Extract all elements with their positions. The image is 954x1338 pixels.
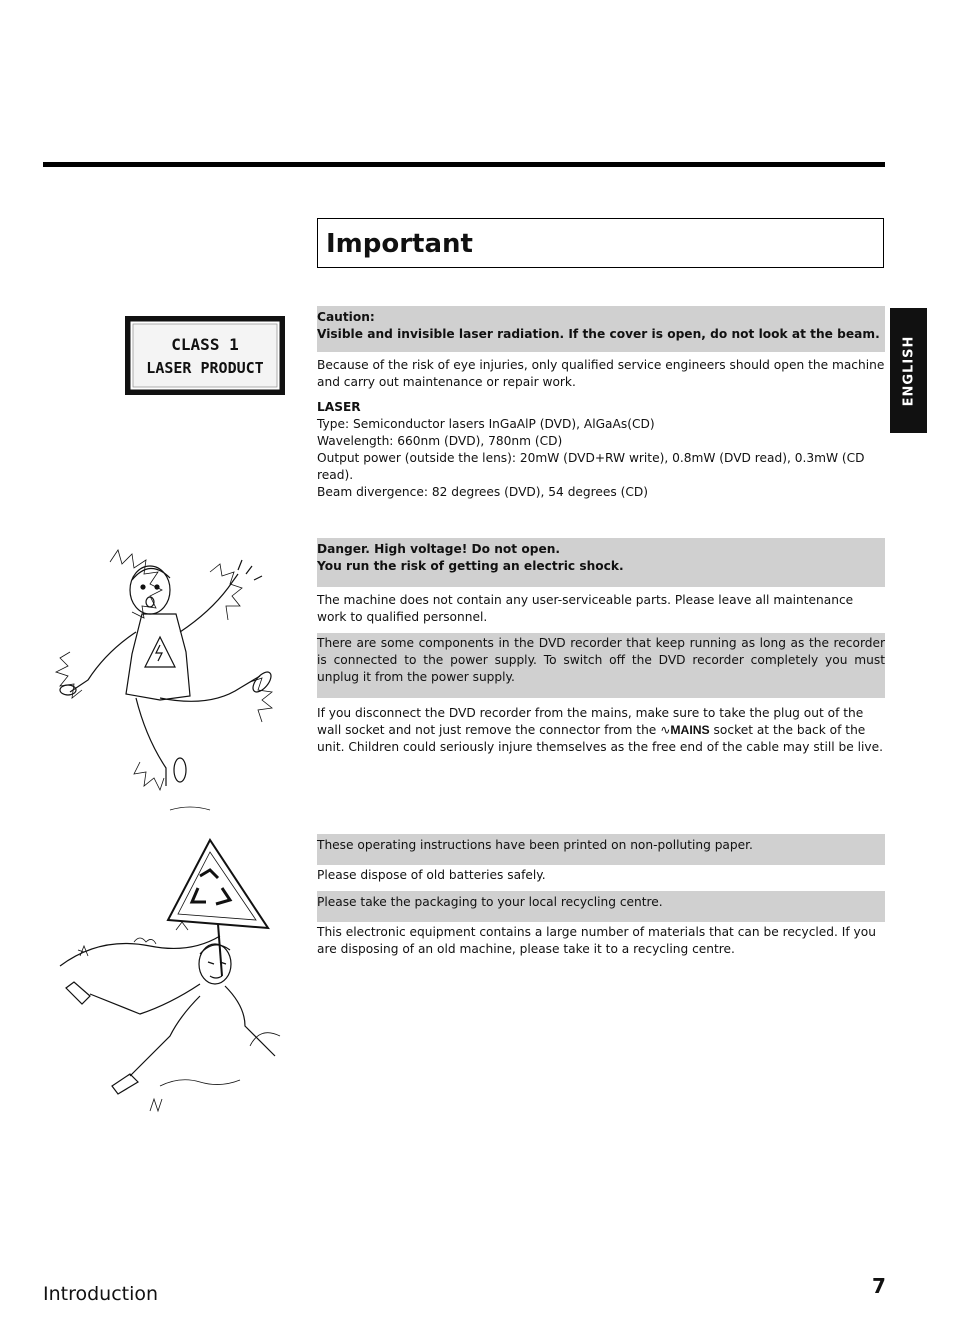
danger-body3	[317, 705, 885, 756]
laser-heading: LASER	[317, 400, 361, 414]
danger-body3-post: socket at the back of the unit. Children could seriously injure themselves as the free end of the cable may still be live.	[317, 723, 883, 754]
danger-body2-box	[317, 633, 885, 698]
caution-section	[317, 306, 885, 501]
header-rule	[43, 162, 885, 167]
danger-body3-pre: If you disconnect the DVD recorder from the mains, make sure to take the plug out of the wall socket and not just remove the connector from the	[317, 706, 864, 737]
danger-line1: Danger. High voltage! Do not open.	[317, 542, 561, 556]
env-item-1: These operating instructions have been printed on non-polluting paper.	[317, 838, 753, 852]
laser-label-line1: CLASS 1	[171, 335, 239, 354]
caution-warning: Visible and invisible laser radiation. If the cover is open, do not look at the beam.	[317, 327, 880, 341]
language-tab-label: ENGLISH	[901, 335, 916, 406]
laser-spec-type: Type: Semiconductor lasers InGaAlP (DVD), AlGaAs(CD)	[317, 417, 655, 431]
danger-body2: There are some components in the DVD recorder that keep running as long as the recorder is connected to the power supply. To switch off the DVD recorder completely you must unplug it from the power supply.	[317, 636, 885, 684]
env-item-4: This electronic equipment contains a large number of materials that can be recycled. If you are disposing of an old machine, please take it to a recycling centre.	[317, 925, 876, 956]
recycling-relaxing-man-illustration-icon	[50, 836, 290, 1121]
laser-spec-wavelength: Wavelength: 660nm (DVD), 780nm (CD)	[317, 434, 563, 448]
page-number: 7	[872, 1274, 886, 1298]
env-item-2: Please dispose of old batteries safely.	[317, 868, 546, 882]
env-box-2	[317, 891, 885, 922]
caution-box	[317, 306, 885, 352]
environment-section	[317, 834, 885, 958]
mains-label: MAINS	[670, 723, 710, 737]
mains-wave-icon: ∿	[660, 723, 671, 737]
language-tab	[890, 308, 927, 433]
caution-heading: Caution:	[317, 310, 375, 324]
title-box	[317, 218, 884, 268]
env-box-1	[317, 834, 885, 865]
page-title: Important	[326, 229, 473, 259]
danger-section	[317, 538, 885, 756]
laser-label-line2: LASER PRODUCT	[146, 359, 264, 377]
laser-spec-power: Output power (outside the lens): 20mW (DVD+RW write), 0.8mW (DVD read), 0.3mW (CD read).	[317, 451, 865, 482]
danger-body1: The machine does not contain any user-serviceable parts. Please leave all maintenance work to qualified personnel.	[317, 593, 854, 624]
section-name: Introduction	[43, 1283, 159, 1305]
caution-body: Because of the risk of eye injuries, only qualified service engineers should open the machine and carry out maintenance or repair work.	[317, 358, 885, 389]
class1-laser-label-icon	[124, 315, 286, 396]
electric-shock-illustration-icon	[50, 542, 290, 817]
danger-box	[317, 538, 885, 587]
env-item-3: Please take the packaging to your local recycling centre.	[317, 895, 663, 909]
laser-spec-divergence: Beam divergence: 82 degrees (DVD), 54 degrees (CD)	[317, 485, 649, 499]
danger-line2: You run the risk of getting an electric shock.	[317, 559, 624, 573]
